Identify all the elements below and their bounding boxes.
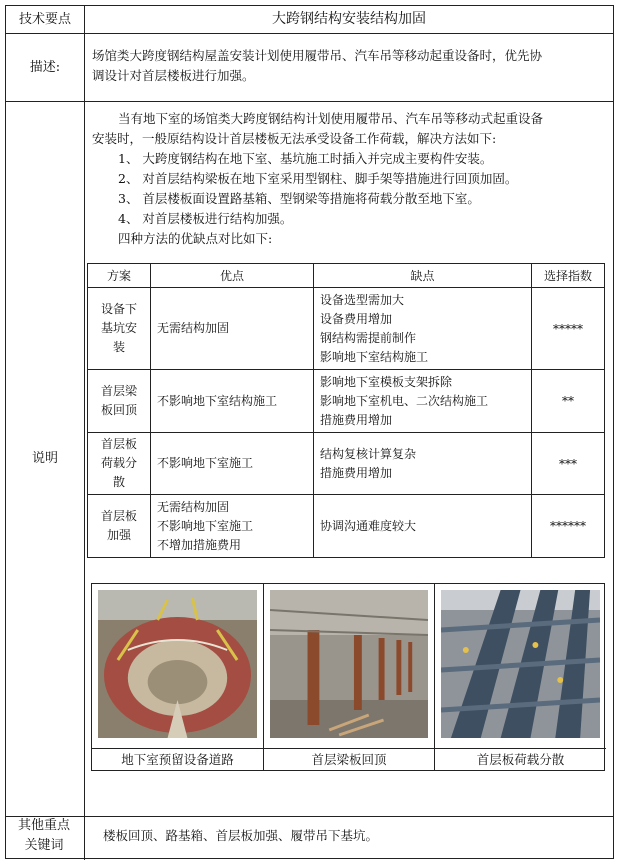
page-title: 大跨钢结构安装结构加固 bbox=[272, 11, 426, 27]
photo-slab-shoring bbox=[270, 590, 428, 738]
pros-line: 不影响地下室施工 bbox=[157, 456, 254, 470]
photo-load-distribution bbox=[441, 590, 600, 738]
comparison-table bbox=[87, 263, 605, 558]
table-header-row bbox=[88, 264, 605, 288]
pros-line: 不影响地下室结构施工 bbox=[157, 393, 278, 408]
plan-line: 加强 bbox=[106, 528, 131, 542]
photo-cell bbox=[435, 584, 606, 770]
method-item: 3、 首层楼板面设置路基箱、型钢梁等措施将荷载分散至地下室。 bbox=[118, 191, 480, 206]
row-divider bbox=[6, 816, 613, 817]
plan-line: 设备下 bbox=[100, 302, 137, 316]
keywords-label-line: 关键词 bbox=[24, 838, 64, 853]
pros-line: 不影响地下室施工 bbox=[157, 518, 254, 533]
row-divider bbox=[6, 101, 613, 102]
description-line: 场馆类大跨度钢结构屋盖安装计划使用履带吊、汽车吊等移动起重设备时，优先协 bbox=[92, 48, 543, 63]
plan-line: 首层板 bbox=[100, 509, 137, 523]
intro-line: 安装时，一般原结构设计首层楼板无法承受设备工作荷载，解决方法如下: bbox=[92, 131, 497, 146]
method-item: 2、 对首层结构梁板在地下室采用型钢柱、脚手架等措施进行回顶加固。 bbox=[118, 171, 518, 186]
col-header-cons: 缺点 bbox=[314, 264, 532, 288]
cons-line: 影响地下室机电、二次结构施工 bbox=[320, 393, 489, 408]
pros-line: 无需结构加固 bbox=[157, 321, 230, 335]
photo-caption: 首层板荷载分散 bbox=[435, 748, 606, 773]
cons-line: 协调沟通难度较大 bbox=[320, 518, 417, 533]
cons-line: 措施费用增加 bbox=[320, 465, 393, 480]
cons-line: 设备费用增加 bbox=[320, 311, 393, 326]
plan-line: 散 bbox=[112, 475, 125, 489]
pros-line: 不增加措施费用 bbox=[157, 537, 242, 552]
plan-line: 荷载分 bbox=[100, 456, 137, 470]
table-row bbox=[88, 433, 605, 495]
table-row bbox=[88, 495, 605, 558]
intro-line: 当有地下室的场馆类大跨度钢结构计划使用履带吊、汽车吊等移动式起重设备 bbox=[118, 111, 544, 126]
cons-line: 钢结构需提前制作 bbox=[320, 330, 417, 345]
col-header-plan: 方案 bbox=[88, 264, 151, 288]
keywords-label-line: 其他重点 bbox=[17, 818, 70, 833]
plan-line: 装 bbox=[112, 340, 125, 354]
table-row bbox=[88, 370, 605, 433]
plan-line: 基坑安 bbox=[100, 321, 137, 335]
photo-caption: 地下室预留设备道路 bbox=[92, 748, 263, 773]
selection-index: *** bbox=[532, 433, 605, 495]
photo-cell bbox=[264, 584, 435, 770]
method-item: 1、 大跨度钢结构在地下室、基坑施工时插入并完成主要构件安装。 bbox=[118, 151, 493, 166]
compare-intro: 四种方法的优缺点对比如下: bbox=[118, 231, 273, 246]
table-row bbox=[88, 288, 605, 370]
method-item: 4、 对首层楼板进行结构加强。 bbox=[118, 211, 293, 226]
row-divider bbox=[6, 33, 613, 34]
description-line: 调设计对首层楼板进行加强。 bbox=[92, 68, 255, 83]
cons-line: 设备选型需加大 bbox=[320, 292, 405, 307]
plan-line: 首层板 bbox=[100, 437, 137, 451]
cons-line: 措施费用增加 bbox=[320, 412, 393, 427]
header-label: 技术要点 bbox=[18, 12, 71, 27]
cons-line: 结构复核计算复杂 bbox=[320, 446, 417, 461]
column-divider bbox=[84, 6, 85, 860]
photo-caption: 首层梁板回顶 bbox=[264, 748, 434, 773]
cons-line: 影响地下室模板支架拆除 bbox=[320, 374, 453, 389]
keywords-text: 楼板回顶、路基箱、首层板加强、履带吊下基坑。 bbox=[103, 828, 379, 843]
col-header-pros: 优点 bbox=[151, 264, 314, 288]
cons-line: 影响地下室结构施工 bbox=[320, 349, 429, 364]
photo-cell bbox=[92, 584, 264, 770]
plan-line: 板回顶 bbox=[100, 403, 137, 417]
description-label: 描述: bbox=[29, 60, 61, 75]
selection-index: ** bbox=[532, 370, 605, 433]
selection-index: ****** bbox=[532, 495, 605, 558]
photo-basement-road bbox=[98, 590, 257, 738]
explanation-label: 说明 bbox=[31, 451, 58, 466]
col-header-index: 选择指数 bbox=[532, 264, 605, 288]
photo-strip bbox=[91, 583, 605, 771]
plan-line: 首层梁 bbox=[100, 384, 137, 398]
pros-line: 无需结构加固 bbox=[157, 499, 230, 514]
selection-index: ***** bbox=[532, 288, 605, 370]
